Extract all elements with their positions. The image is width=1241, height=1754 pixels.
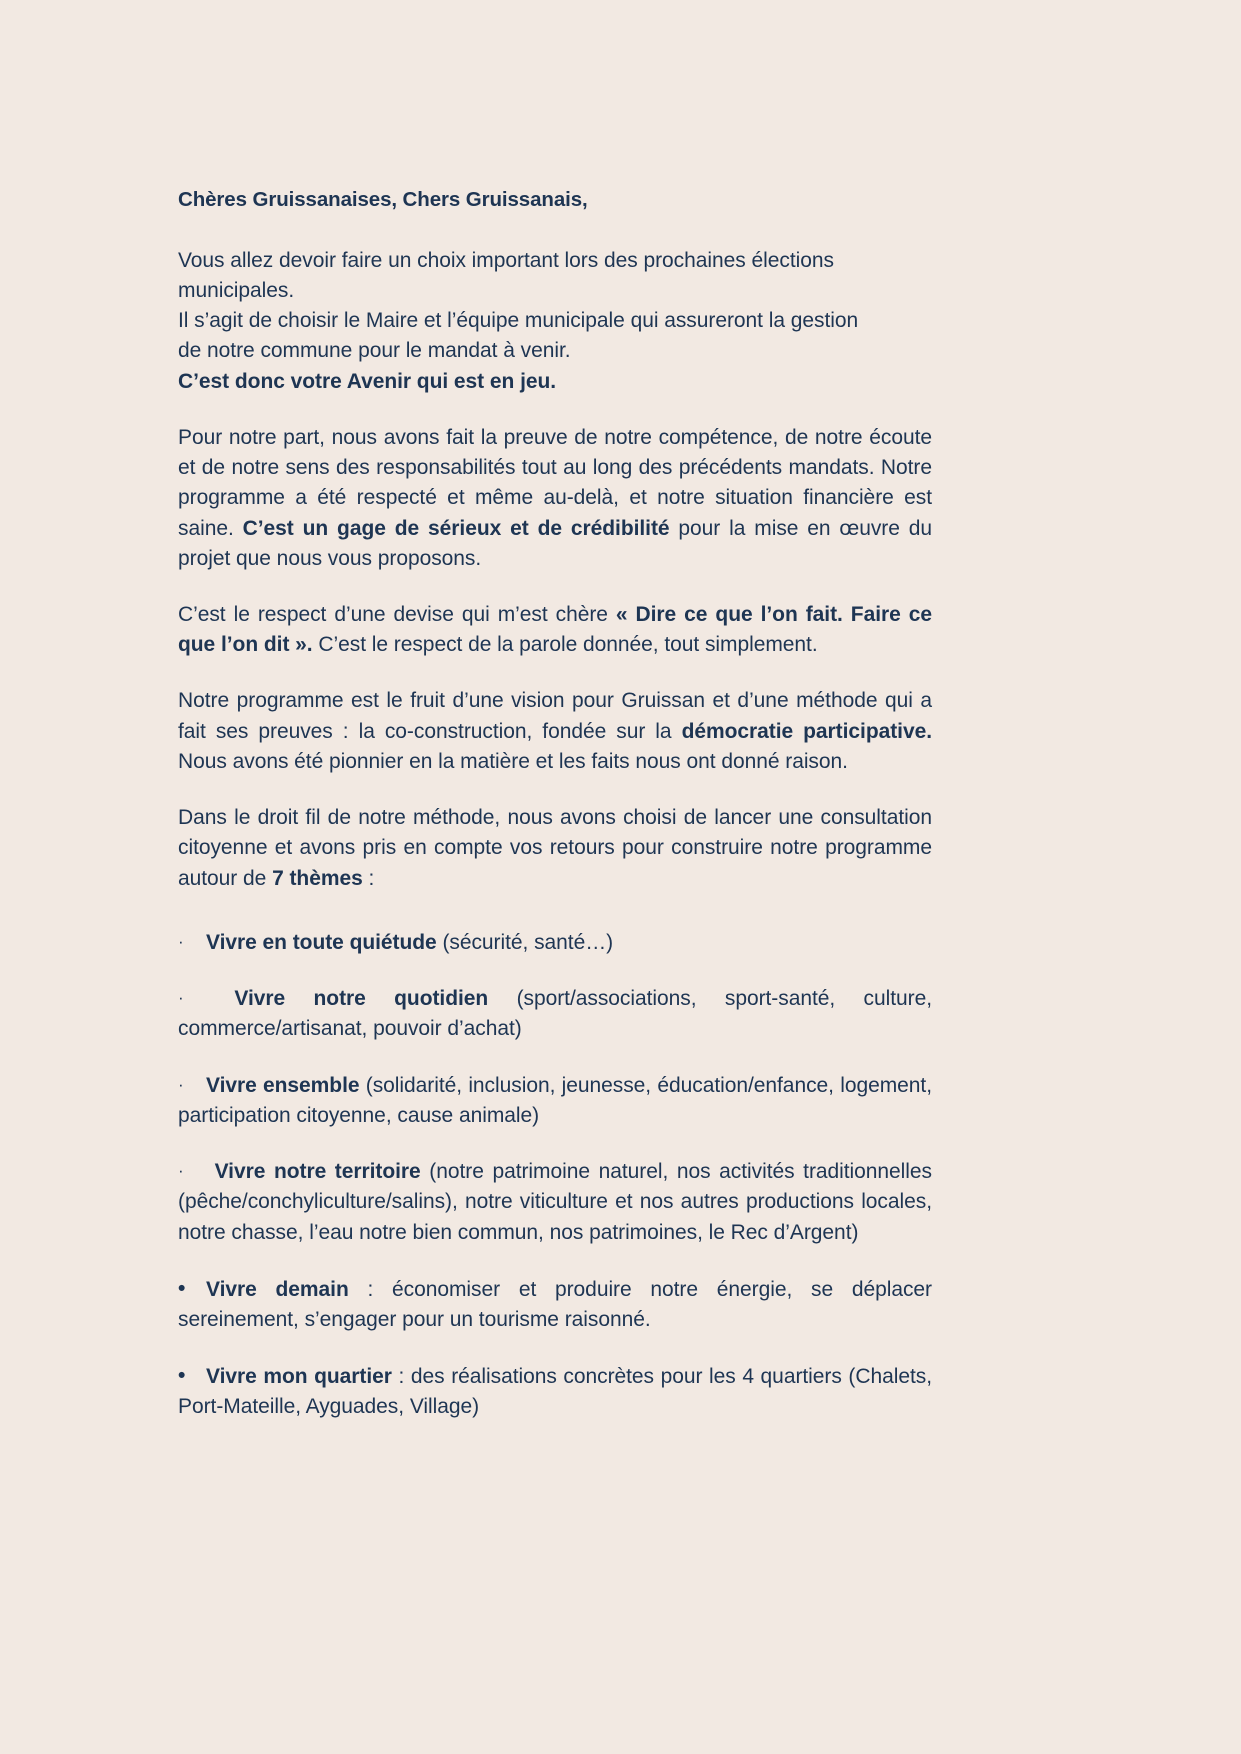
paragraph-devise <box>178 600 932 660</box>
consultation-text-2: : <box>362 866 375 890</box>
list-item <box>178 928 932 958</box>
list-item <box>178 1274 932 1335</box>
programme-text-2: Nous avons été pionnier en la matière et les faits nous ont donné raison. <box>178 749 848 773</box>
themes-list <box>178 928 932 1423</box>
intro-line-3: Il s’agit de choisir le Maire et l’équipe municipale qui assureront la gestion <box>178 309 859 333</box>
theme-title: Vivre notre territoire <box>206 1160 421 1184</box>
theme-title: Vivre demain <box>206 1277 349 1301</box>
bullet-dot-icon: • <box>178 1276 186 1300</box>
theme-title: Vivre en toute quiétude <box>206 930 437 954</box>
list-item <box>178 984 932 1044</box>
intro-line-2: municipales. <box>178 278 295 302</box>
devise-text-2: C’est le respect de la parole donnée, tout simplement. <box>312 633 818 657</box>
theme-detail: (solidarité, inclusion, jeunesse, éducation/enfance, logement, participation citoyenne, cause animale) <box>178 1073 932 1127</box>
list-item <box>178 1361 932 1422</box>
devise-quote: « Dire ce que l’on fait. Faire ce que l’on dit ». <box>178 603 932 657</box>
theme-title: Vivre ensemble <box>206 1073 360 1097</box>
consultation-text-1: Dans le droit fil de notre méthode, nous avons choisi de lancer une consultation citoyenne et avons pris en compte vos retours pour construire notre programme autour de <box>178 806 932 890</box>
bullet-dot-icon: · <box>178 931 184 951</box>
letter-body <box>178 186 932 1423</box>
salutation-heading: Chères Gruissanaises, Chers Gruissanais, <box>178 188 588 211</box>
bullet-dot-icon: • <box>178 1364 186 1388</box>
theme-detail: (notre patrimoine naturel, nos activités traditionnelles (pêche/conchyliculture/salins), notre viticulture et nos autres productions locales, notre chasse, l’eau notre bien commun, nos patrimoines, le Rec d’Argent) <box>178 1160 932 1244</box>
paragraph-programme <box>178 686 932 777</box>
bullet-dot-icon: · <box>178 1074 184 1094</box>
devise-text-1: C’est le respect d’une devise qui m’est chère <box>178 603 616 627</box>
theme-detail: : économiser et produire notre énergie, se déplacer sereinement, s’engager pour un tourisme raisonné. <box>178 1277 932 1331</box>
theme-title: Vivre notre quotidien <box>206 987 489 1011</box>
intro-line-5-emphasis: C’est donc votre Avenir qui est en jeu. <box>178 369 557 393</box>
list-item <box>178 1071 932 1131</box>
theme-detail: (sport/associations, sport-santé, culture, commerce/artisanat, pouvoir d’achat) <box>178 987 932 1041</box>
theme-detail: (sécurité, santé…) <box>436 930 614 954</box>
list-item <box>178 1157 932 1248</box>
paragraph-competence <box>178 423 932 574</box>
competence-text-2: pour la mise en œuvre du projet que nous vous proposons. <box>178 516 932 570</box>
competence-text-1: Pour notre part, nous avons fait la preuve de notre compétence, de notre écoute et de notre sens des responsabilités tout au long des précédents mandats. Notre programme a été respecté et même au-delà, et notre situation financière est saine. <box>178 425 932 540</box>
paragraph-intro <box>178 246 932 397</box>
intro-line-4: de notre commune pour le mandat à venir. <box>178 339 571 363</box>
programme-emphasis: démocratie participative. <box>681 719 932 743</box>
paragraph-consultation <box>178 803 932 894</box>
theme-detail: : des réalisations concrètes pour les 4 quartiers (Chalets, Port-Mateille, Ayguades, Village) <box>178 1365 932 1419</box>
consultation-emphasis: 7 thèmes <box>272 866 363 890</box>
bullet-dot-icon: · <box>178 1161 184 1181</box>
intro-line-1: Vous allez devoir faire un choix important lors des prochaines élections <box>178 248 834 272</box>
bullet-dot-icon: · <box>178 988 184 1008</box>
programme-text-1: Notre programme est le fruit d’une vision pour Gruissan et d’une méthode qui a fait ses preuves : la co-construction, fondée sur la <box>178 689 932 743</box>
competence-emphasis: C’est un gage de sérieux et de crédibilité <box>242 516 670 540</box>
theme-title: Vivre mon quartier <box>206 1365 392 1389</box>
